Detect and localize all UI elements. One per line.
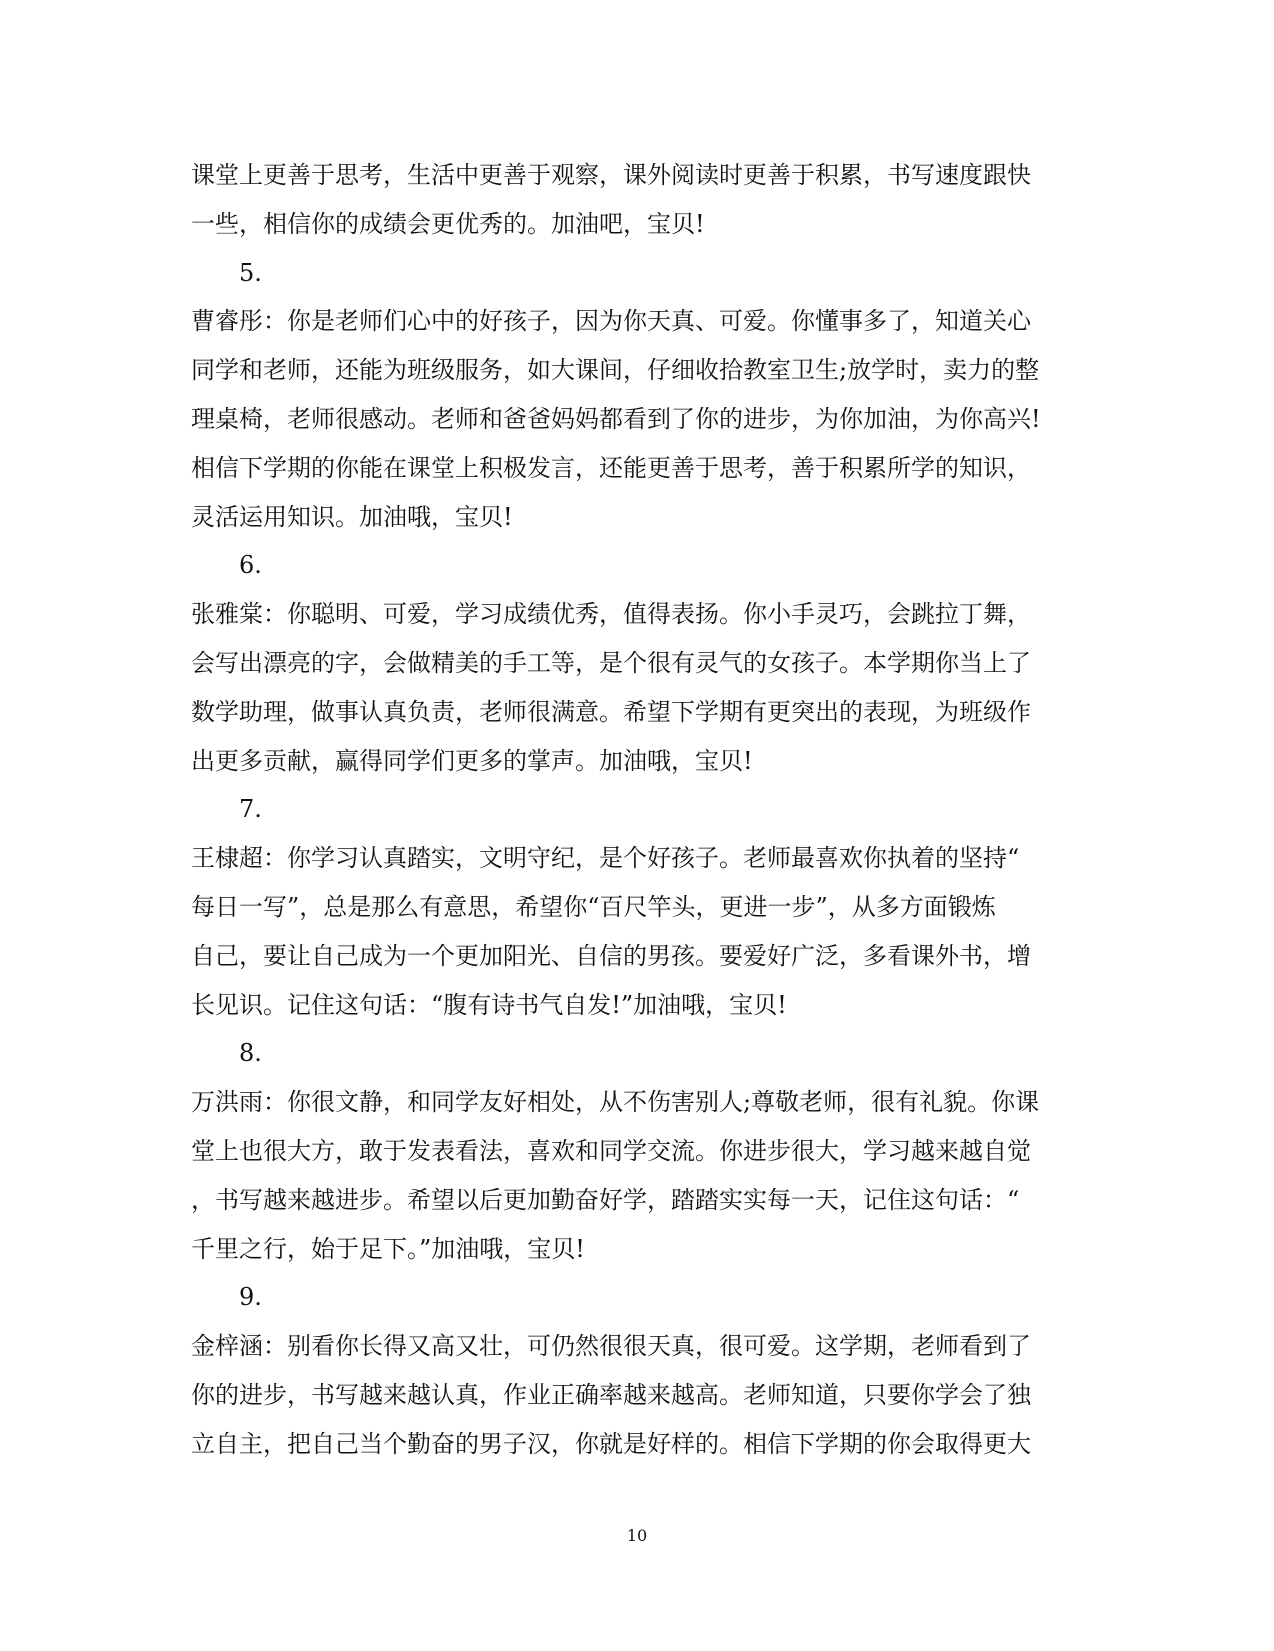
- text-line: 自己，要让自己成为一个更加阳光、自信的男孩。要爱好广泛，多看课外书，增: [191, 941, 1031, 970]
- item-number: 8.: [239, 1039, 262, 1068]
- text-line: 千里之行，始于足下。”加油哦，宝贝!: [191, 1234, 585, 1263]
- text-line: 长见识。记住这句话：“腹有诗书气自发!”加油哦，宝贝!: [191, 990, 787, 1019]
- text-line: 相信下学期的你能在课堂上积极发言，还能更善于思考，善于积累所学的知识，: [191, 453, 1031, 482]
- text-line: 张雅棠：你聪明、可爱，学习成绩优秀，值得表扬。你小手灵巧，会跳拉丁舞，: [191, 600, 1031, 629]
- text-line: 堂上也很大方，敢于发表看法，喜欢和同学交流。你进步很大，学习越来越自觉: [191, 1136, 1031, 1165]
- text-line: 每日一写”，总是那么有意思，希望你“百尺竿头，更进一步”，从多方面锻炼: [191, 892, 996, 921]
- text-line: 课堂上更善于思考，生活中更善于观察，课外阅读时更善于积累，书写速度跟快: [191, 161, 1031, 189]
- item-number: 5.: [239, 258, 262, 287]
- text-line: 一些，相信你的成绩会更优秀的。加油吧，宝贝!: [191, 209, 705, 238]
- item-number: 7.: [239, 795, 262, 824]
- body-text: [191, 151, 1091, 1469]
- text-line: 立自主，把自己当个勤奋的男子汉，你就是好样的。相信下学期的你会取得更大: [191, 1429, 1031, 1458]
- item-number: 6.: [239, 551, 262, 580]
- text-line: ，书写越来越进步。希望以后更加勤奋好学，踏踏实实每一天，记住这句话：“: [191, 1185, 1020, 1214]
- text-line: 会写出漂亮的字，会做精美的手工等，是个很有灵气的女孩子。本学期你当上了: [191, 648, 1031, 677]
- text-line: 你的进步，书写越来越认真，作业正确率越来越高。老师知道，只要你学会了独: [191, 1380, 1031, 1409]
- item-number: 9.: [239, 1283, 262, 1312]
- text-line: 灵活运用知识。加油哦，宝贝!: [191, 502, 513, 531]
- page-number: 10: [626, 1526, 648, 1545]
- text-line: 数学助理，做事认真负责，老师很满意。希望下学期有更突出的表现，为班级作: [191, 697, 1031, 726]
- text-line: 出更多贡献，赢得同学们更多的掌声。加油哦，宝贝!: [191, 746, 753, 775]
- text-line: 同学和老师，还能为班级服务，如大课间，仔细收拾教室卫生;放学时，卖力的整: [191, 356, 1040, 385]
- text-line: 理桌椅，老师很感动。老师和爸爸妈妈都看到了你的进步，为你加油，为你高兴!: [191, 404, 1041, 433]
- text-line: 万洪雨：你很文静，和同学友好相处，从不伤害别人;尊敬老师，很有礼貌。你课: [191, 1088, 1040, 1117]
- text-line: 曹睿彤：你是老师们心中的好孩子，因为你天真、可爱。你懂事多了，知道关心: [191, 307, 1031, 336]
- text-line: 金梓涵：别看你长得又高又壮，可仍然很很天真，很可爱。这学期，老师看到了: [191, 1332, 1031, 1361]
- text-line: 王棣超：你学习认真踏实，文明守纪，是个好孩子。老师最喜欢你执着的坚持“: [191, 844, 1020, 873]
